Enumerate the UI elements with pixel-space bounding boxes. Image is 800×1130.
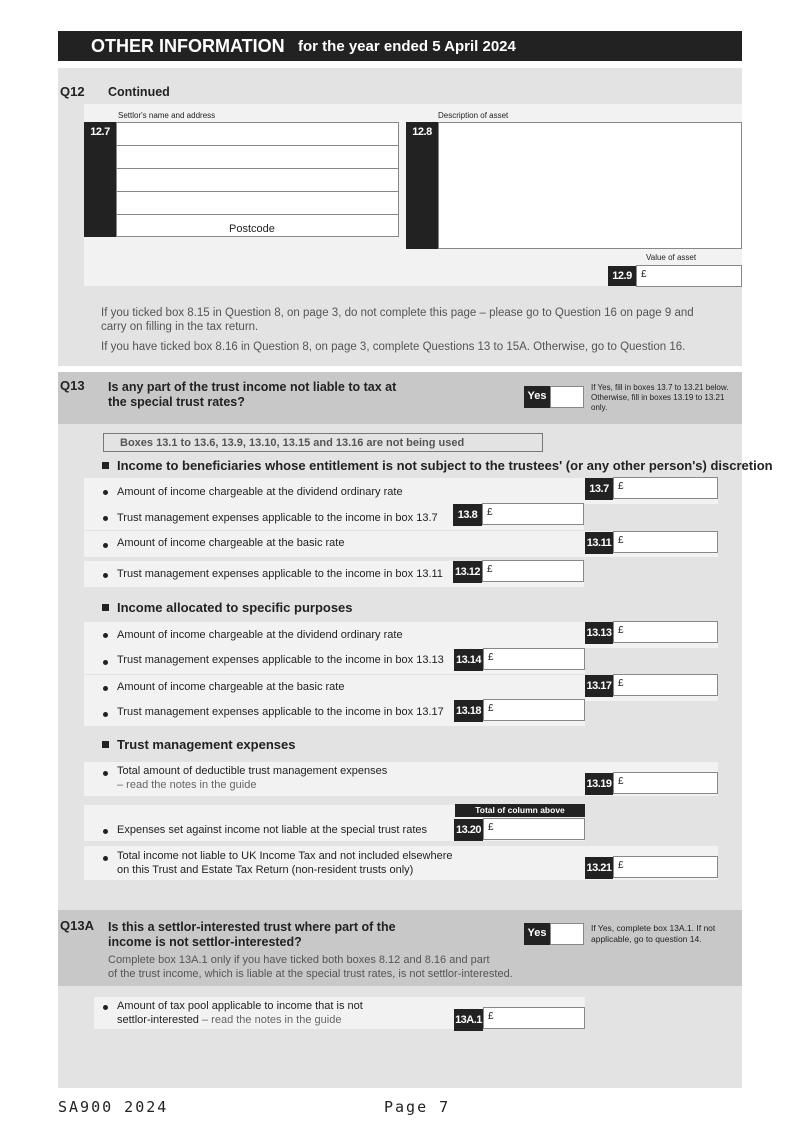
row-bullet: [103, 633, 108, 638]
footer-form-id: SA900 2024: [58, 1098, 169, 1116]
pound-sign: £: [618, 678, 624, 689]
pound-sign: £: [487, 507, 493, 518]
header-subtitle: for the year ended 5 April 2024: [298, 38, 516, 55]
row-bullet: [103, 829, 108, 834]
box-13-21-field[interactable]: [613, 856, 718, 878]
section-1-bullet: [102, 462, 109, 469]
box-13-11-field[interactable]: [613, 531, 718, 553]
box-13-13-field[interactable]: [613, 621, 718, 643]
q12-number: Q12: [60, 84, 85, 99]
q13-yes-label: Yes: [524, 386, 550, 408]
row-bullet: [103, 1005, 108, 1010]
q13a-note-line-2: of the trust income, which is liable at the special trust rates, is not settlor-interested.: [108, 968, 513, 980]
box-12-7-bar: [84, 122, 116, 237]
section-3-heading: Trust management expenses: [117, 737, 296, 752]
row-13-12-text: Trust management expenses applicable to the income in box 13.11: [117, 568, 443, 580]
settlor-line-2[interactable]: [116, 145, 399, 169]
row-bullet: [103, 516, 108, 521]
asset-value-field[interactable]: [636, 265, 742, 287]
row-13-19-text: Total amount of deductible trust management expenses: [117, 765, 388, 777]
box-13-19-label: 13.19: [585, 773, 613, 795]
header-title: OTHER INFORMATION: [91, 36, 285, 56]
box-13-19-field[interactable]: [613, 772, 718, 794]
pound-sign: £: [487, 564, 493, 575]
asset-label: Description of asset: [438, 111, 509, 120]
row-13a-1-text-2: settlor-interested: [117, 1014, 199, 1026]
row-13-8-text: Trust management expenses applicable to the income in box 13.7: [117, 512, 438, 524]
q13a-yes-hint: If Yes, complete box 13A.1. If not applicable, go to question 14.: [591, 923, 716, 944]
q13-yes-hint: If Yes, fill in boxes 13.7 to 13.21 below. Otherwise, fill in boxes 13.19 to 13.21 only.: [591, 383, 729, 412]
box-13a-1-label: 13A.1: [454, 1009, 483, 1031]
box-12-8-bar: [406, 122, 438, 249]
row-13-17-text: Amount of income chargeable at the basic rate: [117, 681, 345, 693]
q12-note-1: If you ticked box 8.15 in Question 8, on page 3, do not complete this page – please go to Question 16 on page 9 and carry on filling in the tax return.: [101, 307, 694, 333]
pound-sign: £: [488, 822, 494, 833]
box-13-13-label: 13.13: [585, 622, 613, 644]
row-bullet: [103, 660, 108, 665]
q12-title: Continued: [108, 85, 170, 99]
box-13-11-label: 13.11: [585, 532, 613, 554]
pound-sign: £: [618, 625, 624, 636]
box-13-14-label: 13.14: [454, 649, 483, 671]
box-12-8-label: 12.8: [406, 122, 438, 142]
row-13a-1-note: – read the notes in the guide: [198, 1014, 342, 1026]
row-13-21-text-1: Total income not liable to UK Income Tax and not included elsewhere: [117, 850, 453, 862]
settlor-label: Settlor's name and address: [118, 111, 216, 120]
row-bullet: [103, 543, 108, 548]
settlor-line-3[interactable]: [116, 168, 399, 192]
row-13-7-text: Amount of income chargeable at the dividend ordinary rate: [117, 486, 403, 498]
asset-description-field[interactable]: [438, 122, 742, 249]
q13a-number: Q13A: [60, 918, 94, 933]
pound-sign: £: [618, 481, 624, 492]
pound-sign: £: [488, 1011, 494, 1022]
row-bullet: [103, 573, 108, 578]
row-bullet: [103, 771, 108, 776]
row-13-14-text: Trust management expenses applicable to the income in box 13.13: [117, 654, 444, 666]
q13a-note-line-1: Complete box 13A.1 only if you have ticked both boxes 8.12 and 8.16 and part: [108, 954, 490, 966]
unused-boxes-notice: Boxes 13.1 to 13.6, 13.9, 13.10, 13.15 and 13.16 are not being used: [103, 433, 543, 452]
box-13-18-label: 13.18: [454, 700, 483, 722]
row-bullet: [103, 686, 108, 691]
q13-yes-checkbox[interactable]: [550, 386, 584, 408]
pound-sign: £: [618, 535, 624, 546]
box-13-20-label: 13.20: [454, 819, 483, 841]
row-13-13-text: Amount of income chargeable at the dividend ordinary rate: [117, 629, 403, 641]
pound-sign: £: [488, 703, 494, 714]
section-1-heading: Income to beneficiaries whose entitlement is not subject to the trustees' (or any other person's) discretion: [117, 458, 773, 473]
postcode-label: Postcode: [229, 223, 275, 235]
row-13-21-text-2: on this Trust and Estate Tax Return (non-resident trusts only): [117, 864, 414, 876]
settlor-line-1[interactable]: [116, 122, 399, 146]
row-bullet: [103, 856, 108, 861]
box-13-7-label: 13.7: [585, 478, 613, 500]
box-13-8-label: 13.8: [453, 504, 482, 526]
section-2-bullet: [102, 604, 109, 611]
box-12-7-label: 12.7: [84, 122, 116, 142]
box-13-21-label: 13.21: [585, 857, 613, 879]
box-13-18-field[interactable]: [483, 699, 585, 721]
pound-sign: £: [618, 860, 624, 871]
row-13-11-text: Amount of income chargeable at the basic rate: [117, 537, 345, 549]
value-label: Value of asset: [646, 253, 697, 262]
page-header: [58, 31, 742, 61]
box-13-7-field[interactable]: [613, 477, 718, 499]
section-2-heading: Income allocated to specific purposes: [117, 600, 353, 615]
footer-page-number: Page 7: [384, 1098, 451, 1116]
settlor-postcode-field[interactable]: [116, 214, 399, 237]
box-13-17-field[interactable]: [613, 674, 718, 696]
settlor-line-4[interactable]: [116, 191, 399, 215]
q13a-question-line-1: Is this a settlor-interested trust where part of the: [108, 920, 396, 934]
section-3-bullet: [102, 741, 109, 748]
box-13-20-field[interactable]: [483, 818, 585, 840]
row-13-19-note: – read the notes in the guide: [117, 779, 257, 791]
q13-number: Q13: [60, 378, 85, 393]
box-13-12-field[interactable]: [482, 560, 584, 582]
box-13-17-label: 13.17: [585, 675, 613, 697]
q13a-question-line-2: income is not settlor-interested?: [108, 935, 302, 949]
q13a-yes-checkbox[interactable]: [550, 923, 584, 945]
q12-note-2: If you have ticked box 8.16 in Question 8, on page 3, complete Questions 13 to 15A. Otherwise, go to Question 16.: [101, 341, 686, 353]
row-13-18-text: Trust management expenses applicable to the income in box 13.17: [117, 706, 444, 718]
row-13-20-text: Expenses set against income not liable at the special trust rates: [117, 824, 428, 836]
pound-sign: £: [618, 776, 624, 787]
row-bullet: [103, 490, 108, 495]
box-13a-1-field[interactable]: [483, 1007, 585, 1029]
box-13-8-field[interactable]: [482, 503, 584, 525]
row-13a-1-text-1: Amount of tax pool applicable to income that is not: [117, 1000, 363, 1012]
box-13-14-field[interactable]: [483, 648, 585, 670]
q13-question: Is any part of the trust income not liable to tax at the special trust rates?: [108, 380, 397, 409]
total-column-label: Total of column above: [455, 804, 585, 817]
box-13-12-label: 13.12: [453, 561, 482, 583]
row-bullet: [103, 712, 108, 717]
pound-sign: £: [488, 652, 494, 663]
q13a-yes-label: Yes: [524, 923, 550, 945]
box-12-9-label: 12.9: [608, 266, 636, 286]
pound-sign: £: [641, 269, 647, 280]
